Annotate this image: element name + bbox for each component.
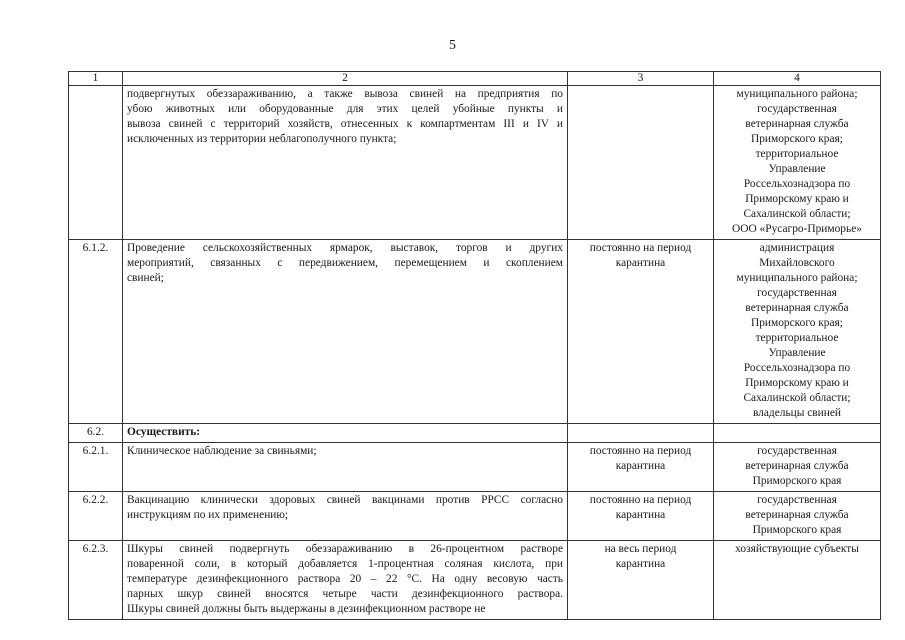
table-body [69,72,881,620]
text-line: государственная [757,445,837,457]
text-line: Михайловского [759,257,835,269]
measure-description [123,86,568,240]
item-number: 6.2.2. [69,492,123,541]
text-line: государственная [757,494,837,506]
text-line: Приморского края; [751,317,843,329]
measure-description [123,492,568,541]
table-row [69,443,881,492]
text-line: свиней; [127,272,164,284]
text-line: Сахалинской области; [743,392,851,404]
text-line: Шкуры свиней подвергнуть обеззараживанию в 26-процентном растворе [127,543,563,555]
measure-description [123,240,568,424]
text-line: Приморского края; [751,133,843,145]
text-line: инструкциям по их применению; [127,509,289,521]
text-line: подвергнутых обеззараживанию, а также вывоза свиней на предприятия по [127,88,563,100]
measures-table [68,71,881,620]
text-line: территориальное [755,148,839,160]
text-line: Управление [768,347,826,359]
text-line: ветеринарная служба [745,302,849,314]
text-line: вывоза свиней с территорий хозяйств, отнесенных к компартментам III и IV и [127,118,563,130]
text-line: Приморскому краю и [745,377,849,389]
text-line: Сахалинской области; [743,208,851,220]
text-line: ООО «Русагро-Приморье» [732,223,862,235]
responsible-parties [714,424,881,443]
measure-period [568,240,714,424]
text-line: исключенных из территории неблагополучного пункта; [127,133,397,145]
table-row [69,240,881,424]
text-line: карантина [615,509,666,521]
column-header-3: 3 [568,72,714,86]
text-line: территориальное [755,332,839,344]
text-line: Приморского края [752,524,842,536]
text-line: муниципального района; [736,272,858,284]
item-number: 6.2. [69,424,123,443]
measure-period [568,86,714,240]
text-line: карантина [615,257,666,269]
responsible-parties [714,443,881,492]
text-line: постоянно на период [589,445,692,457]
item-number: 6.1.2. [69,240,123,424]
text-line: ветеринарная служба [745,460,849,472]
text-line: Управление [768,163,826,175]
column-header-2: 2 [123,72,568,86]
text-line: Приморскому краю и [745,193,849,205]
text-line: владельцы свиней [752,407,842,419]
measure-period [568,541,714,620]
text-line: государственная [757,103,837,115]
text-line: Проведение сельскохозяйственных ярмарок, выставок, торгов и других [127,242,563,254]
text-line: постоянно на период [589,242,692,254]
measure-description [123,541,568,620]
text-line: Осуществить: [127,426,201,438]
text-line: мероприятий, связанных с передвижением, перемещением и скоплением [127,257,563,269]
table-row [69,86,881,240]
responsible-parties [714,492,881,541]
measure-period [568,443,714,492]
text-line: хозяйствующие субъекты [735,543,859,555]
item-number: 6.2.3. [69,541,123,620]
text-line: ветеринарная служба [745,509,849,521]
responsible-parties [714,86,881,240]
text-line: государственная [757,287,837,299]
text-line: на весь период [604,543,677,555]
column-header-4: 4 [714,72,881,86]
text-line: карантина [615,558,666,570]
table-header-row [69,72,881,86]
text-line: Шкуры свиней должны быть выдержаны в дезинфекционном растворе не [127,603,486,615]
text-line: ветеринарная служба [745,118,849,130]
page-number: 5 [449,38,456,53]
text-line: Приморского края [752,475,842,487]
text-line: Вакцинацию клинически здоровых свиней вакцинами против РРСС согласно [127,494,563,506]
text-line: парных шкур свиней вносятся четыре части дезинфекционного раствора. [127,588,563,600]
text-line: Россельхознадзора по [743,178,851,190]
item-number: 6.2.1. [69,443,123,492]
text-line: Клиническое наблюдение за свиньями; [127,445,317,457]
item-number [69,86,123,240]
text-line: поваренной соли, в который добавляется 1-процентная соляная кислота, при [127,558,563,570]
text-line: муниципального района; [736,88,858,100]
table-row [69,492,881,541]
text-line: температуре дезинфекционного раствора 20 – 22 °С. На одну весовую часть [127,573,563,585]
column-header-1: 1 [69,72,123,86]
responsible-parties [714,541,881,620]
table-row [69,424,881,443]
measure-period [568,424,714,443]
measure-description [123,424,568,443]
text-line: убою животных или оборудованные для этих целей убойные пункты и [127,103,563,115]
measure-description [123,443,568,492]
responsible-parties [714,240,881,424]
text-line: администрация [759,242,835,254]
measure-period [568,492,714,541]
text-line: Россельхознадзора по [743,362,851,374]
table-row [69,541,881,620]
text-line: карантина [615,460,666,472]
text-line: постоянно на период [589,494,692,506]
